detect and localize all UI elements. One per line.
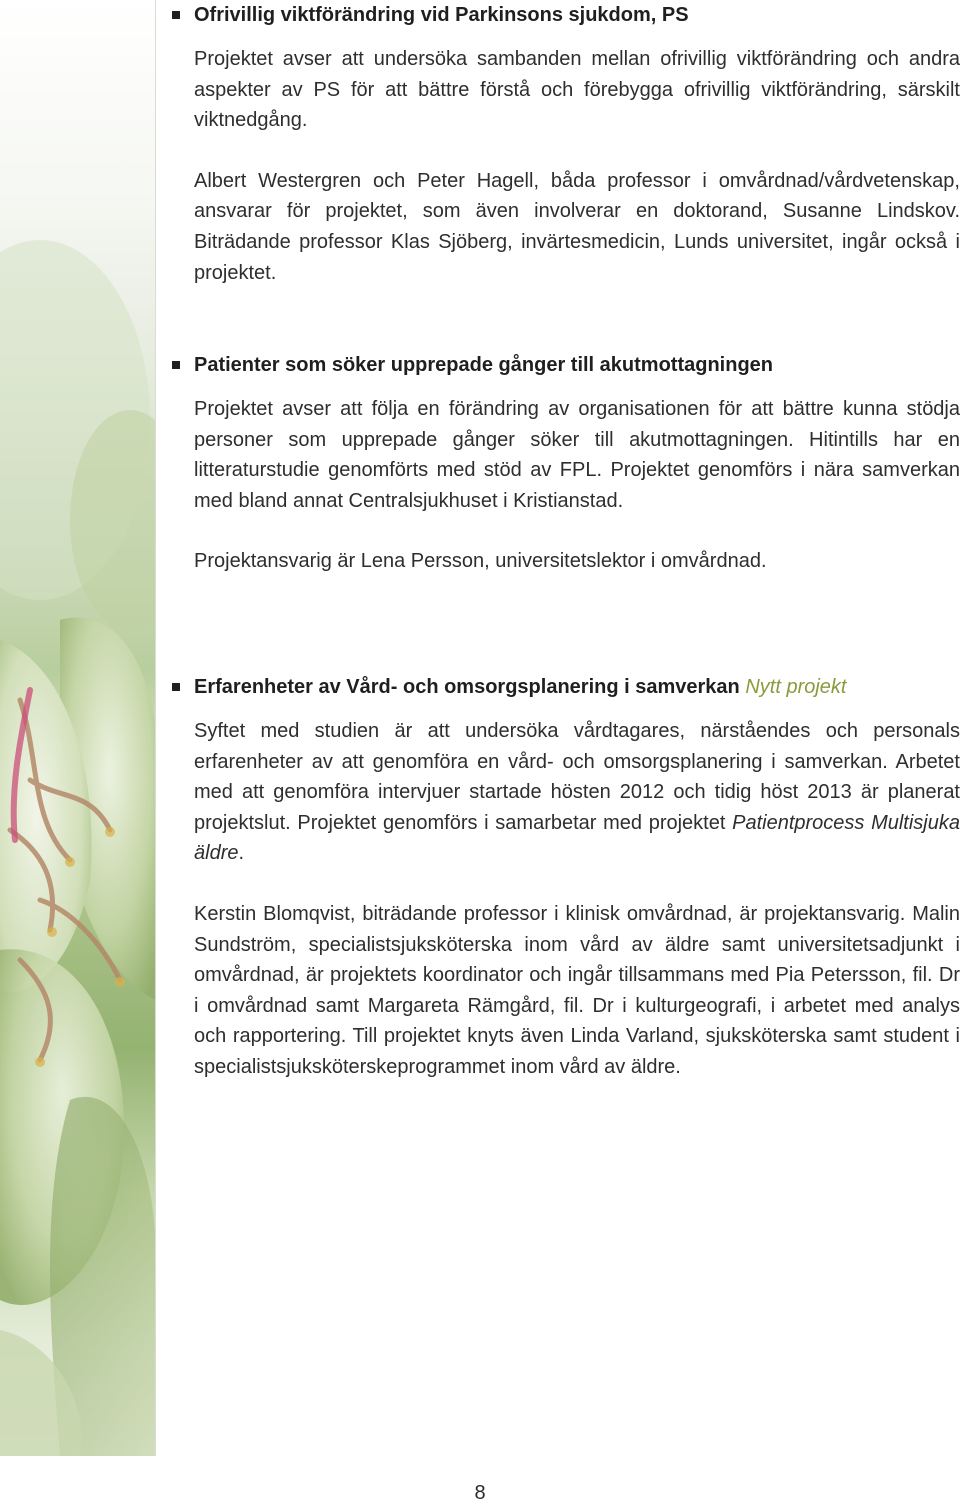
paragraph: Projektet avser att undersöka sambanden mellan ofrivillig viktförändring och andra aspekter av PS för att bättre förstå och förebygga ofrivillig viktförändring, särskilt viktnedgång.: [194, 48, 960, 132]
flower-illustration: [0, 0, 156, 1456]
section-parkinsons: [172, 0, 960, 288]
new-project-tag: Nytt projekt: [745, 676, 847, 698]
paragraph: Projektansvarig är Lena Persson, universitetslektor i omvårdnad.: [194, 550, 767, 573]
bullet-square-icon: [172, 683, 180, 691]
paragraph: Projektet avser att följa en förändring av organisationen för att bättre kunna stödja personer som upprepade gånger söker till akutmottagningen. Hitintills har en litteraturstudie genomförts med stöd av FPL. Projektet genomförs i nära samverkan med bland annat Centralsjukhuset i Kristianstad.: [194, 398, 960, 512]
paragraph: Kerstin Blomqvist, biträdande professor i klinisk omvårdnad, är projektansvarig. Malin Sundström, specialistsjuksköterska inom vård av äldre samt universitetsadjunkt i omvårdnad, är projektets koordinator och ingår tillsammans med Pia Petersson, fil. Dr i omvårdnad samt Margareta Rämgård, fil. Dr i kulturgeografi, i arbetet med analys och rapportering. Till projektet knyts även Linda Varland, sjuksköterska samt student i specialistsjuksköterskeprogrammet inom vård av äldre.: [194, 902, 960, 1078]
flower-photo-strip: [0, 0, 156, 1456]
paragraph-end: .: [238, 842, 245, 865]
section-heading-text: Patienter som söker upprepade gånger till akutmottagningen: [194, 354, 773, 376]
bullet-square-icon: [172, 11, 180, 19]
section-heading: [172, 672, 960, 702]
section-heading-text: Ofrivillig viktförändring vid Parkinsons sjukdom, PS: [194, 4, 689, 26]
paragraph: [194, 716, 960, 869]
section-heading: [172, 0, 960, 30]
section-vardplanering: [172, 672, 960, 1083]
page-number: 8: [474, 1482, 486, 1504]
bullet-square-icon: [172, 361, 180, 369]
section-heading-text: Erfarenheter av Vård- och omsorgsplanering i samverkan: [194, 676, 740, 698]
section-akutmottagning: [172, 350, 960, 577]
paragraph-text: Syftet med studien är att undersöka vårdtagares, närståendes och personals erfarenheter av att genomföra en vård- och omsorgsplanering i samverkan. Arbetet med att genomföra intervjuer startade hösten 2012 och tidig höst 2013 är planerat projektslut. Projektet genomförs i samarbetar med projektet: [194, 720, 960, 834]
paragraph: Albert Westergren och Peter Hagell, båda professor i omvårdnad/vårdvetenskap, ansvarar för projektet, som även involverar en doktorand, Susanne Lindskov. Biträdande professor Klas Sjöberg, invärtesmedicin, Lunds universitet, ingår också i projektet.: [194, 169, 960, 284]
section-heading: [172, 350, 960, 380]
project-name-italic: Patientprocess Multisjuka äldre: [194, 811, 960, 865]
